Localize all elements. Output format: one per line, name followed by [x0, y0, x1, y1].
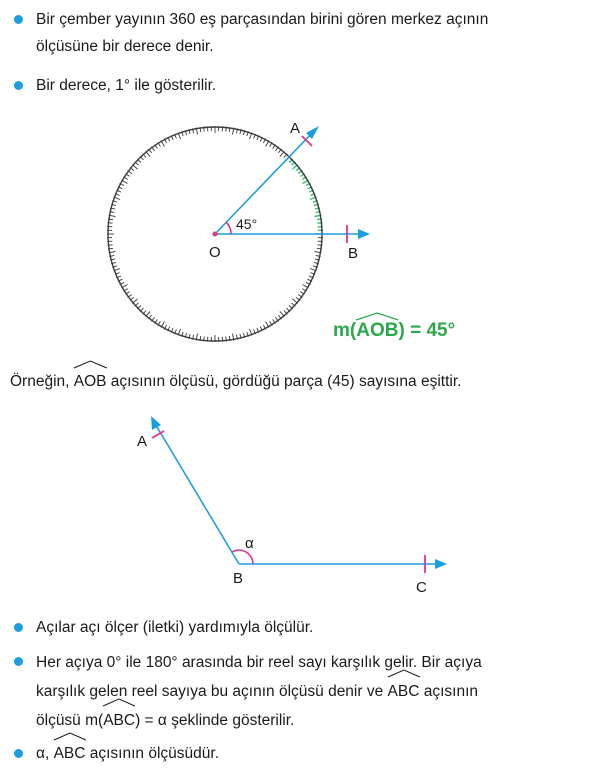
ray-BA-arrowhead	[151, 416, 161, 430]
highlighted-arc-ticks	[289, 159, 323, 234]
arc-notation: ABC	[103, 706, 135, 735]
bullet-dot	[14, 623, 23, 632]
bullet-text-line: karşılık gelen reel sayıya bu açının ölçüsü denir ve ABC açısının	[36, 677, 581, 706]
bullet-text-line: Her açıya 0° ile 180° arasında bir reel sayı karşılık gelir. Bir açıya	[36, 654, 482, 671]
label-A: A	[137, 433, 148, 450]
angle-arc	[226, 222, 231, 234]
formula-suffix: ) = 45°	[398, 320, 456, 341]
formula-m-aob	[333, 320, 455, 342]
bullet-text-line: Açılar açı ölçer (iletki) yardımıyla ölçülür.	[36, 619, 314, 636]
example-sentence: Örneğin, AOB açısının ölçüsü, gördüğü parça (45) sayısına eşittir.	[10, 368, 461, 395]
circle-angle-figure	[0, 0, 591, 360]
bullet-text-line: ölçüsüne bir derece denir.	[36, 38, 214, 55]
arc-notation: AOB	[74, 368, 107, 395]
arc-notation: AOB	[356, 320, 398, 342]
angle-abc-figure	[0, 400, 591, 600]
angle-label-alpha: α	[245, 535, 254, 552]
label-B: B	[348, 245, 359, 262]
bullet-dot	[14, 749, 23, 758]
formula-prefix: m(	[333, 320, 357, 341]
arc-notation: ABC	[54, 740, 86, 767]
label-A: A	[290, 120, 301, 137]
bullet-text-line: α, ABC açısının ölçüsüdür.	[36, 740, 581, 767]
bullet-text-line: ölçüsü m( ABC) = α şeklinde gösterilir.	[36, 706, 581, 735]
ray-BA	[154, 422, 239, 564]
ray-OB-arrowhead	[358, 229, 370, 239]
center-point-O	[213, 232, 218, 237]
arc-notation: ABC	[388, 677, 420, 706]
ray-BC-arrowhead	[435, 559, 447, 569]
bullet-dot	[14, 657, 23, 666]
bullet-text-line: Bir derece, 1° ile gösterilir.	[36, 77, 217, 94]
label-B: B	[233, 570, 244, 587]
bullet-text-line: Bir çember yayının 360 eş parçasından birini gören merkez açının	[36, 11, 489, 28]
angle-label: 45°	[236, 216, 258, 232]
ray-OA	[215, 131, 314, 234]
label-C: C	[416, 579, 427, 596]
label-O: O	[209, 244, 221, 261]
